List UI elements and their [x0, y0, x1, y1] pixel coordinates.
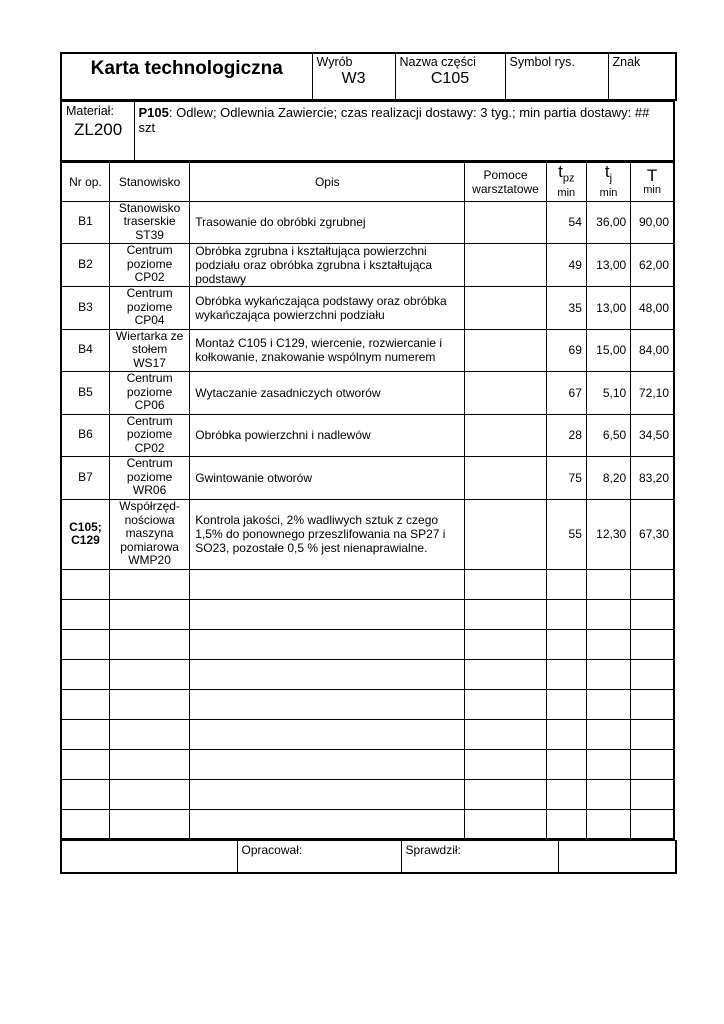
operation-tpz: 28 [546, 414, 586, 456]
operation-station [109, 414, 189, 456]
operation-tpz: 75 [546, 456, 586, 499]
empty-cell [586, 689, 630, 719]
empty-cell [109, 569, 189, 599]
product-cell [312, 53, 395, 100]
empty-cell [61, 809, 109, 839]
material-description-text: : Odlew; Odlewnia Zawiercie; czas realizacji dostawy: 3 tyg.; min partia dostawy: ## szt [138, 105, 650, 135]
empty-row [61, 599, 674, 629]
station-line: ST39 [135, 227, 164, 242]
card-footer [60, 840, 677, 874]
operation-T: 90,00 [631, 201, 674, 243]
empty-row [61, 569, 674, 599]
empty-cell [465, 809, 546, 839]
operation-T: 84,00 [631, 329, 674, 371]
empty-cell [109, 659, 189, 689]
operations-table [60, 162, 675, 841]
station-line: traserskie [123, 214, 176, 229]
empty-cell [546, 659, 586, 689]
empty-cell [190, 599, 465, 629]
material-row [60, 101, 675, 162]
mark-cell [608, 53, 676, 100]
operation-tj: 15,00 [586, 329, 630, 371]
empty-cell [109, 719, 189, 749]
empty-cell [190, 689, 465, 719]
station-line: maszyna [125, 526, 174, 541]
operation-description: Kontrola jakości, 2% wadliwych sztuk z czego 1,5% do ponownego przeszlifowania na SP27 i SO23, pozostałe 0,5 % jest nienaprawialne. [190, 499, 465, 569]
empty-cell [109, 599, 189, 629]
empty-cell [109, 809, 189, 839]
empty-cell [465, 569, 546, 599]
operation-tools [465, 499, 546, 569]
operation-number: B5 [61, 371, 109, 414]
empty-cell [631, 749, 674, 779]
station-line: Centrum [126, 413, 173, 428]
drawing-symbol-label: Symbol rys. [509, 55, 575, 69]
footer-empty-right [558, 841, 676, 874]
empty-cell [631, 689, 674, 719]
empty-cell [61, 689, 109, 719]
operation-station [109, 286, 189, 329]
operation-tools [465, 201, 546, 243]
operation-tools [465, 329, 546, 371]
operation-station [109, 201, 189, 243]
operation-description: Gwintowanie otworów [190, 456, 465, 499]
operation-number: B2 [61, 243, 109, 286]
operation-row [61, 329, 674, 371]
empty-cell [190, 749, 465, 779]
col-nr-op: Nr op. [61, 162, 109, 201]
station-line: poziome [126, 256, 173, 271]
station-line: WMP20 [128, 553, 171, 568]
empty-cell [586, 599, 630, 629]
empty-cell [465, 689, 546, 719]
empty-cell [109, 779, 189, 809]
empty-cell [586, 719, 630, 749]
operation-tpz: 67 [546, 371, 586, 414]
card-header [60, 52, 677, 101]
station-line: pomiarowa [120, 539, 179, 554]
empty-cell [465, 719, 546, 749]
checked-by-label: Sprawdził: [401, 841, 558, 874]
empty-row [61, 809, 674, 839]
operation-row [61, 499, 674, 569]
operation-tj: 8,20 [586, 456, 630, 499]
operation-T: 34,50 [631, 414, 674, 456]
technology-card [60, 52, 675, 874]
empty-cell [631, 569, 674, 599]
operation-tools [465, 286, 546, 329]
material-label: Materiał: [66, 104, 114, 118]
station-line: Centrum [126, 286, 173, 301]
operation-row [61, 456, 674, 499]
station-line: poziome [126, 427, 173, 442]
empty-row [61, 779, 674, 809]
col-station: Stanowisko [109, 162, 189, 201]
operation-station [109, 243, 189, 286]
operation-T: 48,00 [631, 286, 674, 329]
column-header-row [61, 162, 674, 201]
col-tj-unit: min [599, 186, 618, 199]
col-tj: $t_j$ min [586, 162, 630, 201]
card-title: Karta technologiczna [61, 53, 312, 100]
empty-cell [631, 599, 674, 629]
empty-cell [586, 779, 630, 809]
empty-row [61, 749, 674, 779]
col-tpz: $t_{pz}$ min [546, 162, 586, 201]
part-name-value: C105 [430, 70, 470, 87]
material-cell [61, 102, 134, 161]
empty-cell [61, 719, 109, 749]
operation-description: Obróbka wykańczająca podstawy oraz obróbka wykańczająca powierzchni podziału [190, 286, 465, 329]
empty-cell [190, 809, 465, 839]
station-line: WS17 [133, 355, 166, 370]
operation-tools [465, 456, 546, 499]
operation-number: B4 [61, 329, 109, 371]
empty-cell [465, 629, 546, 659]
operation-number: B3 [61, 286, 109, 329]
empty-row [61, 689, 674, 719]
footer-empty-left [61, 841, 237, 874]
drawing-symbol-cell [505, 53, 608, 100]
operation-row [61, 286, 674, 329]
operation-tj: 13,00 [586, 243, 630, 286]
operation-tj: 12,30 [586, 499, 630, 569]
empty-cell [546, 809, 586, 839]
empty-cell [546, 569, 586, 599]
empty-row [61, 659, 674, 689]
operations-body [61, 201, 674, 839]
station-line: poziome [126, 299, 173, 314]
empty-cell [546, 629, 586, 659]
operation-station [109, 371, 189, 414]
empty-cell [631, 719, 674, 749]
empty-cell [546, 599, 586, 629]
station-line: Wiertarka ze [115, 328, 184, 343]
operation-number: B6 [61, 414, 109, 456]
operation-tj: 36,00 [586, 201, 630, 243]
empty-cell [465, 749, 546, 779]
operation-tools [465, 243, 546, 286]
empty-row [61, 719, 674, 749]
operation-tpz: 69 [546, 329, 586, 371]
operation-tpz: 55 [546, 499, 586, 569]
station-line: Centrum [126, 243, 173, 258]
material-value: ZL200 [74, 120, 123, 139]
empty-cell [61, 749, 109, 779]
empty-cell [109, 689, 189, 719]
material-description [134, 102, 674, 161]
station-line: CP02 [134, 270, 165, 285]
station-line: Centrum [126, 456, 173, 471]
empty-cell [546, 749, 586, 779]
station-line: stołem [131, 342, 168, 357]
operation-description: Obróbka powierzchni i nadlewów [190, 414, 465, 456]
empty-cell [190, 779, 465, 809]
operation-description: Wytaczanie zasadniczych otworów [190, 371, 465, 414]
empty-cell [586, 659, 630, 689]
station-line: CP04 [134, 313, 165, 328]
part-name-label: Nazwa części [399, 55, 476, 69]
operation-row [61, 243, 674, 286]
empty-cell [631, 779, 674, 809]
operation-row [61, 414, 674, 456]
operation-T: 62,00 [631, 243, 674, 286]
empty-cell [61, 569, 109, 599]
empty-cell [465, 599, 546, 629]
station-line: poziome [126, 384, 173, 399]
empty-cell [109, 749, 189, 779]
station-line: Centrum [126, 371, 173, 386]
empty-row [61, 629, 674, 659]
col-T: T min [631, 162, 674, 201]
empty-cell [61, 779, 109, 809]
col-description: Opis [190, 162, 465, 201]
empty-cell [546, 689, 586, 719]
empty-cell [61, 659, 109, 689]
col-T-unit: min [643, 183, 661, 196]
empty-cell [190, 659, 465, 689]
product-label: Wyrób [316, 55, 353, 69]
operation-T: 83,20 [631, 456, 674, 499]
operation-tools [465, 414, 546, 456]
operation-tj: 5,10 [586, 371, 630, 414]
station-line: nościowa [124, 512, 175, 527]
empty-cell [586, 569, 630, 599]
operation-number: B1 [61, 201, 109, 243]
operation-T: 72,10 [631, 371, 674, 414]
empty-cell [61, 599, 109, 629]
mark-label: Znak [612, 55, 641, 69]
operation-tpz: 54 [546, 201, 586, 243]
operation-station [109, 499, 189, 569]
station-line: poziome [126, 469, 173, 484]
station-line: WR06 [132, 483, 167, 498]
station-line: CP06 [134, 398, 165, 413]
operation-description: Montaż C105 i C129, wiercenie, rozwiercanie i kołkowanie, znakowanie wspólnym numerem [190, 329, 465, 371]
operation-tpz: 49 [546, 243, 586, 286]
empty-cell [61, 629, 109, 659]
part-name-cell [395, 53, 505, 100]
empty-cell [546, 779, 586, 809]
product-value: W3 [341, 70, 366, 87]
operation-number: B7 [61, 456, 109, 499]
station-line: Współrzęd- [119, 499, 180, 514]
empty-cell [465, 659, 546, 689]
empty-cell [631, 809, 674, 839]
operation-description: Obróbka zgrubna i kształtująca powierzchni podziału oraz obróbka zgrubna i kształtująca podstawy [190, 243, 465, 286]
operation-station [109, 329, 189, 371]
operation-tpz: 35 [546, 286, 586, 329]
empty-cell [190, 629, 465, 659]
operation-description: Trasowanie do obróbki zgrubnej [190, 201, 465, 243]
operation-tools [465, 371, 546, 414]
station-line: Stanowisko [118, 200, 181, 215]
operation-tj: 13,00 [586, 286, 630, 329]
station-line: CP02 [134, 440, 165, 455]
empty-cell [190, 569, 465, 599]
material-code: P105 [138, 105, 169, 120]
operation-number: C105; C129 [61, 499, 109, 569]
empty-cell [546, 719, 586, 749]
operation-tj: 6,50 [586, 414, 630, 456]
operation-row [61, 371, 674, 414]
empty-cell [586, 629, 630, 659]
prepared-by-label: Opracował: [237, 841, 401, 874]
empty-cell [190, 719, 465, 749]
col-tpz-unit: min [557, 186, 576, 199]
operation-station [109, 456, 189, 499]
operation-T: 67,30 [631, 499, 674, 569]
empty-cell [631, 629, 674, 659]
empty-cell [109, 629, 189, 659]
empty-cell [586, 809, 630, 839]
operation-row [61, 201, 674, 243]
empty-cell [465, 779, 546, 809]
empty-cell [586, 749, 630, 779]
empty-cell [631, 659, 674, 689]
col-tools: Pomoce warsztatowe [465, 162, 546, 201]
